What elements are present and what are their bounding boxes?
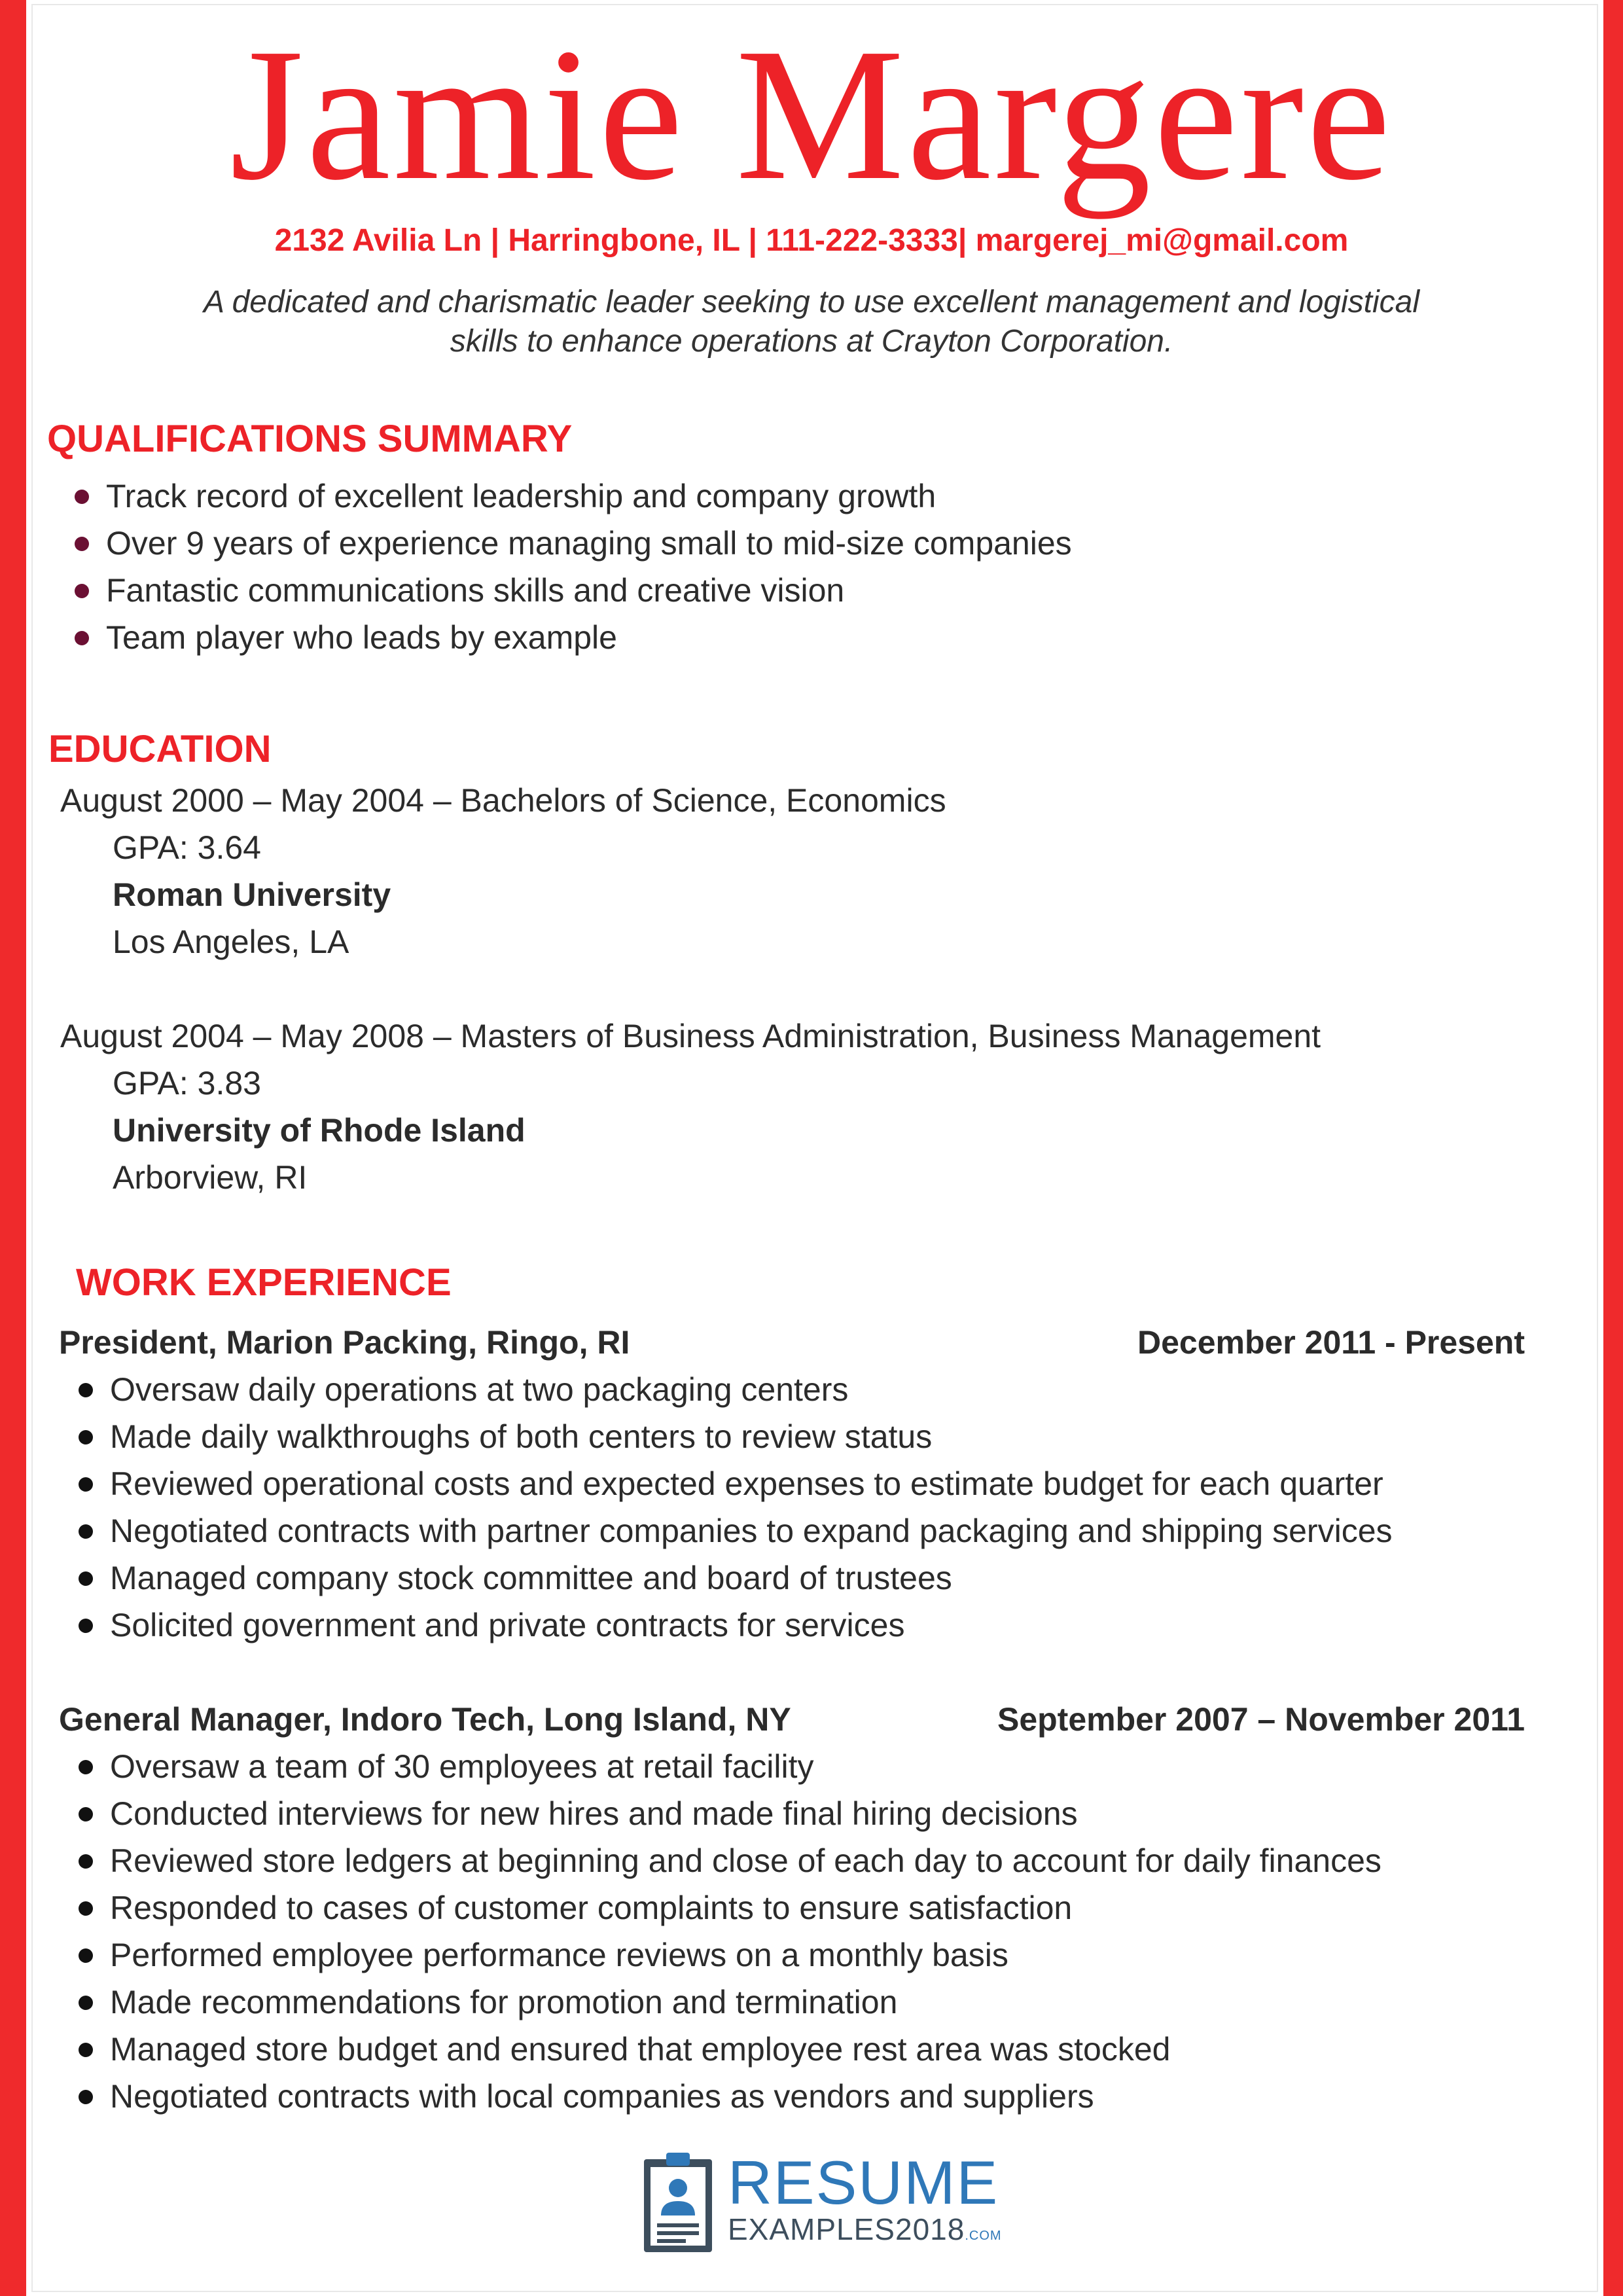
list-item-text: Managed company stock committee and board of trustees bbox=[110, 1560, 952, 1596]
bullet-icon bbox=[79, 1760, 93, 1774]
list-item-text: Team player who leads by example bbox=[106, 619, 617, 656]
job-dates: September 2007 – November 2011 bbox=[997, 1701, 1525, 1738]
education-location: Arborview, RI bbox=[113, 1159, 308, 1196]
education-degree-line: August 2004 – May 2008 – Masters of Business Administration, Business Management bbox=[60, 1018, 1321, 1054]
bullet-icon bbox=[79, 1477, 93, 1492]
list-item bbox=[46, 1837, 1382, 1884]
list-item-text: Made daily walkthroughs of both centers to review status bbox=[110, 1418, 933, 1455]
bullet-icon bbox=[79, 1901, 93, 1916]
bullet-icon bbox=[79, 1996, 93, 2010]
bullet-icon bbox=[79, 1619, 93, 1633]
list-item bbox=[46, 1366, 1393, 1413]
list-item-text: Managed store budget and ensured that employee rest area was stocked bbox=[110, 2031, 1171, 2068]
list-item-text: Solicited government and private contracts for services bbox=[110, 1607, 905, 1643]
job-header bbox=[59, 1319, 1525, 1366]
education-degree-line: August 2000 – May 2004 – Bachelors of Science, Economics bbox=[60, 782, 946, 819]
list-item-text: Reviewed operational costs and expected expenses to estimate budget for each quarter bbox=[110, 1465, 1383, 1502]
right-red-border bbox=[1603, 0, 1623, 2296]
list-item bbox=[46, 614, 1072, 661]
job-duties-list bbox=[46, 1743, 1382, 2120]
bullet-icon bbox=[79, 2090, 93, 2104]
list-item bbox=[46, 567, 1072, 614]
candidate-name: Jamie Margere bbox=[230, 9, 1393, 219]
objective-line: skills to enhance operations at Crayton Corporation. bbox=[450, 324, 1173, 359]
objective-line: A dedicated and charismatic leader seeking to use excellent management and logistical bbox=[204, 285, 1419, 319]
objective-statement bbox=[151, 283, 1472, 361]
list-item bbox=[46, 2073, 1382, 2120]
list-item-text: Over 9 years of experience managing small to mid-size companies bbox=[106, 525, 1072, 562]
bullet-icon bbox=[79, 1524, 93, 1539]
bullet-icon bbox=[79, 1430, 93, 1444]
bullet-icon bbox=[79, 1383, 93, 1397]
list-item bbox=[46, 473, 1072, 520]
work-experience-heading: WORK EXPERIENCE bbox=[76, 1261, 452, 1304]
list-item-text: Oversaw a team of 30 employees at retail facility bbox=[110, 1748, 814, 1785]
logo-text-suffix: .COM bbox=[965, 2229, 1002, 2243]
qualifications-heading: QUALIFICATIONS SUMMARY bbox=[47, 418, 573, 460]
list-item-text: Negotiated contracts with local companies as vendors and suppliers bbox=[110, 2078, 1094, 2115]
bullet-icon bbox=[79, 1571, 93, 1586]
bullet-icon bbox=[79, 1807, 93, 1821]
list-item bbox=[46, 1413, 1393, 1460]
bullet-icon bbox=[75, 631, 89, 645]
bullet-icon bbox=[75, 490, 89, 504]
resume-examples-logo bbox=[641, 2150, 1008, 2255]
qualifications-list bbox=[46, 473, 1072, 661]
bullet-icon bbox=[79, 2043, 93, 2057]
contact-info: 2132 Avilia Ln | Harringbone, IL | 111-222-3333| margerej_mi@gmail.com bbox=[274, 223, 1349, 258]
bullet-icon bbox=[79, 1854, 93, 1869]
job-header bbox=[59, 1696, 1525, 1743]
list-item bbox=[46, 1554, 1393, 1602]
list-item bbox=[46, 1460, 1393, 1507]
education-heading: EDUCATION bbox=[48, 728, 272, 770]
logo-text-resume: RESUME bbox=[728, 2148, 999, 2217]
list-item bbox=[46, 1507, 1393, 1554]
education-gpa: GPA: 3.83 bbox=[113, 1065, 261, 1102]
job-duties-list bbox=[46, 1366, 1393, 1649]
education-gpa: GPA: 3.64 bbox=[113, 829, 261, 866]
list-item-text: Fantastic communications skills and creative vision bbox=[106, 572, 845, 609]
list-item bbox=[46, 1743, 1382, 1790]
logo-text-examples bbox=[728, 2213, 1002, 2252]
list-item bbox=[46, 1602, 1393, 1649]
left-red-border bbox=[0, 0, 26, 2296]
resume-clipboard-icon bbox=[641, 2150, 715, 2255]
list-item-text: Performed employee performance reviews on a monthly basis bbox=[110, 1937, 1008, 1973]
job-title: President, Marion Packing, Ringo, RI bbox=[59, 1324, 630, 1361]
bullet-icon bbox=[79, 1948, 93, 1963]
job-title: General Manager, Indoro Tech, Long Island, NY bbox=[59, 1701, 791, 1738]
job-dates: December 2011 - Present bbox=[1137, 1324, 1525, 1361]
list-item bbox=[46, 1979, 1382, 2026]
list-item-text: Negotiated contracts with partner companies to expand packaging and shipping services bbox=[110, 1513, 1393, 1549]
bullet-icon bbox=[75, 584, 89, 598]
logo-text-examples-main: EXAMPLES2018 bbox=[728, 2212, 965, 2246]
list-item-text: Oversaw daily operations at two packaging centers bbox=[110, 1371, 849, 1408]
education-location: Los Angeles, LA bbox=[113, 924, 349, 960]
list-item bbox=[46, 1790, 1382, 1837]
education-school: University of Rhode Island bbox=[113, 1112, 526, 1149]
list-item-text: Responded to cases of customer complaints to ensure satisfaction bbox=[110, 1890, 1073, 1926]
list-item bbox=[46, 520, 1072, 567]
list-item-text: Reviewed store ledgers at beginning and close of each day to account for daily finances bbox=[110, 1842, 1382, 1879]
bullet-icon bbox=[75, 537, 89, 551]
list-item bbox=[46, 2026, 1382, 2073]
list-item bbox=[46, 1931, 1382, 1979]
education-school: Roman University bbox=[113, 876, 391, 913]
list-item-text: Conducted interviews for new hires and made final hiring decisions bbox=[110, 1795, 1078, 1832]
list-item bbox=[46, 1884, 1382, 1931]
list-item-text: Track record of excellent leadership and company growth bbox=[106, 478, 936, 514]
list-item-text: Made recommendations for promotion and termination bbox=[110, 1984, 898, 2020]
